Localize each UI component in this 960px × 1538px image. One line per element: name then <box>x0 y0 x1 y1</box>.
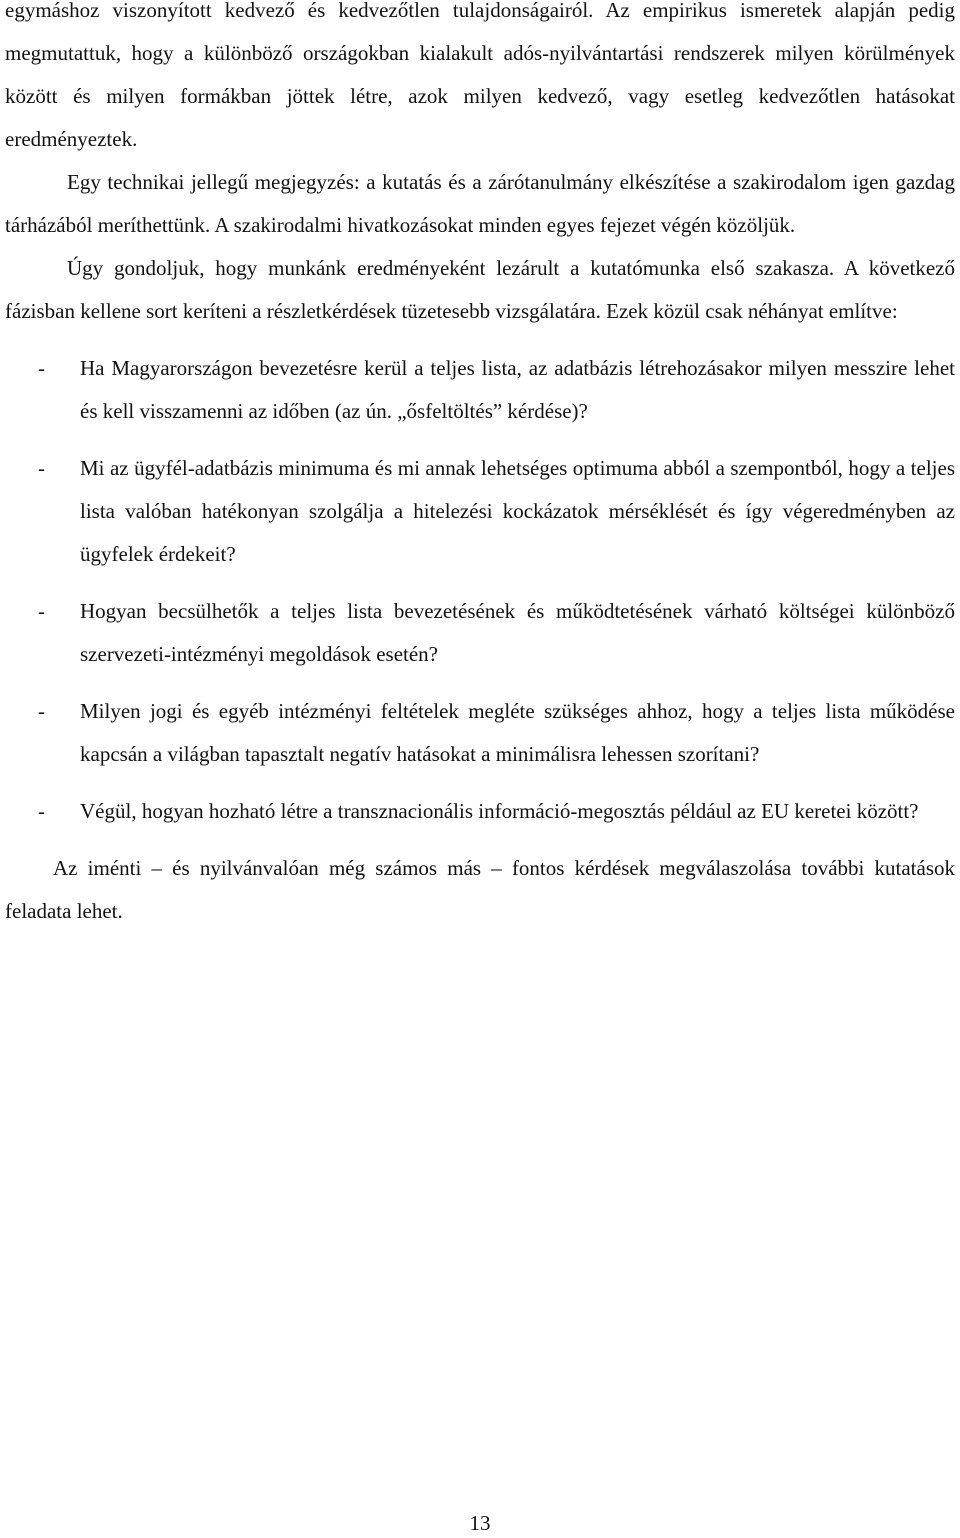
paragraph-next-phase: Úgy gondoljuk, hogy munkánk eredményeként lezárult a kutatómunka első szakasza. A következő fázisban kellene sort keríteni a részletkérdések tüzetesebb vizsgálatára. Ezek közül csak néhányat említve: <box>5 256 955 323</box>
list-item <box>5 447 955 576</box>
list-item-text: Hogyan becsülhetők a teljes lista bevezetésének és működtetésének várható költségei különböző szervezeti-intézményi megoldások esetén? <box>80 599 955 666</box>
list-bullet: - <box>38 456 45 480</box>
list-item <box>5 690 955 776</box>
list-item <box>5 347 955 433</box>
list-item <box>5 590 955 676</box>
list-item-text: Végül, hogyan hozható létre a transznacionális információ-megosztás például az EU keretei között? <box>80 799 919 823</box>
page-number: 13 <box>469 1511 491 1535</box>
list-bullet: - <box>38 356 45 380</box>
list-bullet: - <box>38 799 45 823</box>
list-item <box>5 790 955 833</box>
paragraph-technical-note: Egy technikai jellegű megjegyzés: a kutatás és a zárótanulmány elkészítése a szakirodalom igen gazdag tárházából meríthettünk. A szakirodalmi hivatkozásokat minden egyes fejezet végén közöljük. <box>5 170 955 237</box>
document-page <box>5 0 955 933</box>
list-item-text: Ha Magyarországon bevezetésre kerül a teljes lista, az adatbázis létrehozásakor milyen messzire lehet és kell visszamenni az időben (az ún. „ősfeltöltés” kérdése)? <box>80 356 955 423</box>
paragraph-intro-continuation: egymáshoz viszonyított kedvező és kedvezőtlen tulajdonságairól. Az empirikus ismeretek alapján pedig megmutattuk, hogy a különböző országokban kialakult adós-nyilvántartási rendszerek milyen körülmények között és milyen formákban jöttek létre, azok milyen kedvező, vagy esetleg kedvezőtlen hatásokat eredményeztek. <box>5 0 955 151</box>
open-questions-list <box>5 347 955 833</box>
list-item-text: Milyen jogi és egyéb intézményi feltételek megléte szükséges ahhoz, hogy a teljes lista működése kapcsán a világban tapasztalt negatív hatásokat a minimálisra lehessen szorítani? <box>80 699 955 766</box>
paragraph-closing: Az iménti – és nyilvánvalóan még számos más – fontos kérdések megválaszolása további kutatások feladata lehet. <box>5 856 955 923</box>
list-item-text: Mi az ügyfél-adatbázis minimuma és mi annak lehetséges optimuma abból a szempontból, hogy a teljes lista valóban hatékonyan szolgálja a hitelezési kockázatok mérséklését és így végeredményben az ügyfelek érdekeit? <box>80 456 955 566</box>
list-bullet: - <box>38 599 45 623</box>
list-bullet: - <box>38 699 45 723</box>
